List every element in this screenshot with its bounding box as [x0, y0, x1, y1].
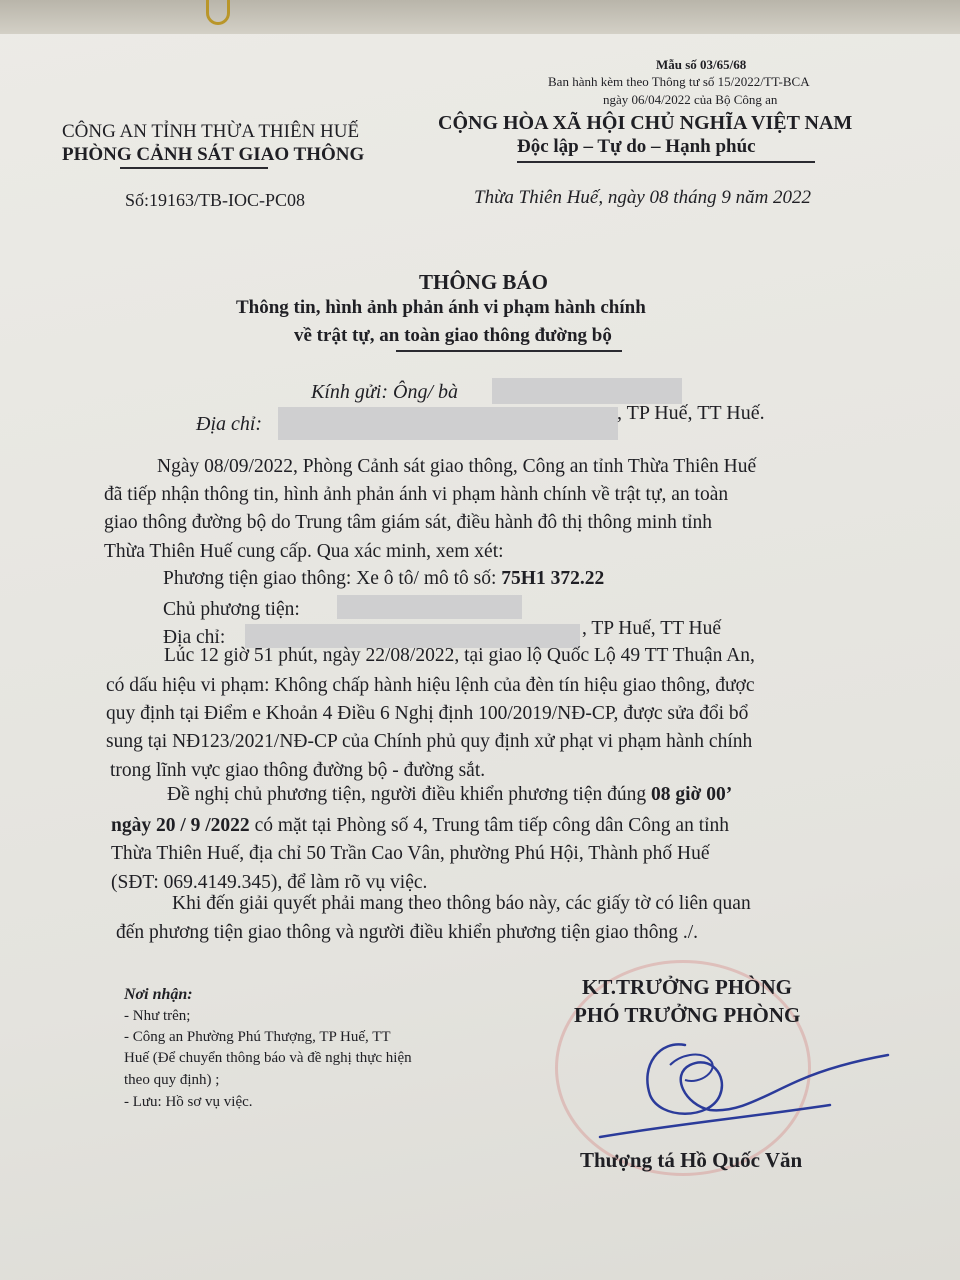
form-issued-line1: Ban hành kèm theo Thông tư số 15/2022/TT-BCA	[548, 74, 810, 89]
department-underline	[120, 167, 268, 169]
signatory-title-2: PHÓ TRƯỞNG PHÒNG	[574, 1003, 801, 1027]
recipients-line-4: theo quy định) ;	[124, 1072, 220, 1088]
appointment-place: có mặt tại Phòng số 4, Trung tâm tiếp công dân Công an tỉnh	[249, 815, 730, 836]
redacted-address	[278, 407, 618, 440]
background-edge	[0, 0, 960, 34]
recipients-heading: Nơi nhận:	[124, 986, 193, 1003]
recipients-line-1: - Như trên;	[124, 1008, 191, 1024]
org-name: CÔNG AN TỈNH THỪA THIÊN HUẾ	[62, 121, 360, 142]
vehicle-line	[163, 568, 604, 590]
subtitle-underline	[396, 350, 622, 352]
recipients-line-3: Huế (Để chuyển thông báo và đề nghị thực hiện	[124, 1050, 412, 1066]
paragraph-3-line-1	[167, 784, 732, 806]
motto-underline	[517, 161, 815, 163]
greeting: Kính gửi: Ông/ bà	[311, 381, 459, 403]
handwritten-signature	[590, 1025, 890, 1145]
paragraph-2-line-2: có dấu hiệu vi phạm: Không chấp hành hiệu lệnh của đèn tín hiệu giao thông, được	[106, 675, 755, 696]
paragraph-3-line-2	[111, 815, 729, 837]
document-number: Số:19163/TB-IOC-PC08	[125, 190, 306, 210]
paragraph-2-line-3: quy định tại Điểm e Khoản 4 Điều 6 Nghị định 100/2019/NĐ-CP, được sửa đổi bổ	[106, 703, 749, 724]
notice-subtitle-2: về trật tự, an toàn giao thông đường bộ	[294, 325, 612, 346]
national-motto: Độc lập – Tự do – Hạnh phúc	[517, 136, 756, 157]
paragraph-3-line-3: Thừa Thiên Huế, địa chỉ 50 Trần Cao Vân, phường Phú Hội, Thành phố Huế	[111, 843, 710, 864]
paragraph-1-line-3: giao thông đường bộ do Trung tâm giám sát, điều hành đô thị thông minh tỉnh	[104, 512, 713, 533]
appointment-time: 08 giờ 00’	[651, 784, 733, 805]
signatory-title-1: KT.TRƯỞNG PHÒNG	[582, 975, 792, 999]
paragraph-1-line-4: Thừa Thiên Huế cung cấp. Qua xác minh, xem xét:	[104, 541, 504, 562]
vehicle-label: Phương tiện giao thông: Xe ô tô/ mô tô số:	[163, 568, 502, 589]
recipients-line-2: - Công an Phường Phú Thượng, TP Huế, TT	[124, 1029, 391, 1045]
request-text: Đề nghị chủ phương tiện, người điều khiển phương tiện đúng	[167, 784, 651, 805]
vehicle-plate: 75H1 372.22	[501, 568, 605, 589]
form-issued-line2: ngày 06/04/2022 của Bộ Công an	[603, 92, 778, 107]
paragraph-1-line-1: Ngày 08/09/2022, Phòng Cảnh sát giao thông, Công an tỉnh Thừa Thiên Huế	[157, 456, 757, 477]
paragraph-4-line-2: đến phương tiện giao thông và người điều khiển phương tiện giao thông ./.	[116, 922, 699, 943]
paragraph-2-line-4: sung tại NĐ123/2021/NĐ-CP của Chính phủ quy định xử phạt vi phạm hành chính	[106, 731, 753, 752]
address-tail: , TP Huế, TT Huế.	[617, 402, 765, 424]
paragraph-4-line-1: Khi đến giải quyết phải mang theo thông báo này, các giấy tờ có liên quan	[172, 893, 751, 914]
owner-address-label: Địa chỉ:	[163, 627, 226, 648]
owner-label: Chủ phương tiện:	[163, 599, 300, 620]
paper-clip	[206, 0, 230, 25]
paragraph-3-line-4: (SĐT: 069.4149.345), để làm rõ vụ việc.	[111, 872, 428, 893]
paragraph-2-line-1: Lúc 12 giờ 51 phút, ngày 22/08/2022, tại giao lộ Quốc Lộ 49 TT Thuận An,	[164, 645, 755, 666]
notice-title: THÔNG BÁO	[419, 270, 548, 294]
department-name: PHÒNG CẢNH SÁT GIAO THÔNG	[62, 144, 365, 165]
redacted-owner	[337, 595, 522, 619]
recipients-line-5: - Lưu: Hồ sơ vụ việc.	[124, 1094, 253, 1110]
paragraph-2-line-5: trong lĩnh vực giao thông đường bộ - đường sắt.	[110, 760, 486, 781]
appointment-date: ngày 20 / 9 /2022	[111, 815, 250, 836]
paragraph-1-line-2: đã tiếp nhận thông tin, hình ảnh phản ánh vi phạm hành chính về trật tự, an toàn	[104, 484, 729, 505]
signatory-name: Thượng tá Hồ Quốc Văn	[580, 1148, 803, 1172]
address-label: Địa chỉ:	[196, 413, 263, 435]
place-date: Thừa Thiên Huế, ngày 08 tháng 9 năm 2022	[474, 187, 812, 208]
redacted-name	[492, 378, 682, 404]
country-name: CỘNG HÒA XÃ HỘI CHỦ NGHĨA VIỆT NAM	[438, 112, 853, 134]
notice-subtitle-1: Thông tin, hình ảnh phản ánh vi phạm hành chính	[236, 297, 646, 318]
form-code: Mẫu số 03/65/68	[656, 57, 747, 72]
owner-address-tail: , TP Huế, TT Huế	[582, 618, 722, 639]
